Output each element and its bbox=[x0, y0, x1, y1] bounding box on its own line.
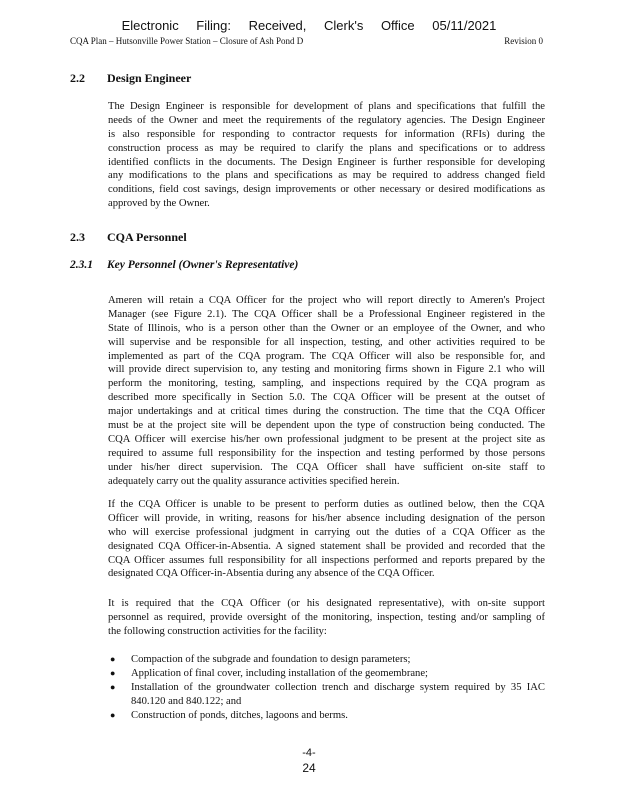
text-line: conditions, field cost savings, design improvements or other necessary or desired modifications as bbox=[108, 184, 545, 196]
text-line: major undertakings and at critical times during the construction. The time that the CQA Officer bbox=[108, 406, 545, 418]
text-line: any modifications to the plans and specifications as may be required to address changed field bbox=[108, 170, 545, 182]
bullet-icon: ● bbox=[110, 681, 116, 692]
text-line: construction process as may be required to clarify the plans and specifications or to address bbox=[108, 142, 545, 154]
section-number: 2.3 bbox=[70, 230, 85, 244]
text-line: CQA Officer will exercise his/her own professional judgment to be present at the project site as bbox=[108, 433, 545, 445]
header-revision: Revision 0 bbox=[504, 36, 543, 46]
list-item bbox=[108, 667, 545, 681]
text-line: described more specifically in Section 5.0. The CQA Officer will be present at the outset of bbox=[108, 392, 545, 404]
section-number: 2.2 bbox=[70, 71, 85, 85]
text-line: adequately carry out the quality assurance activities specified herein. bbox=[108, 475, 400, 487]
section-title: CQA Personnel bbox=[107, 230, 187, 244]
list-item-text: Compaction of the subgrade and foundation to design parameters; bbox=[131, 654, 411, 665]
officer-in-absentia-paragraph bbox=[108, 498, 545, 581]
text-line: who will exercise professional judgment in carrying out the duties of a CQA Officer as the bbox=[108, 526, 545, 538]
bullet-icon: ● bbox=[110, 709, 116, 720]
text-line: CQA Officer assumes full responsibility for all inspections performed and reports prepared by the bbox=[108, 554, 545, 566]
text-line: Officer will provide, in writing, reasons for his/her absence including designation of the person bbox=[108, 512, 545, 524]
text-line: If the CQA Officer is unable to be present to perform duties as outlined below, then the CQA bbox=[108, 499, 545, 510]
text-line: will supervise and be responsible for all inspection, testing, and other activities required to be bbox=[108, 336, 545, 348]
text-line: Manager (see Figure 2.1). The CQA Officer shall be a Professional Engineer registered in the bbox=[108, 308, 545, 320]
list-item-text: Application of final cover, including installation of the geomembrane; bbox=[131, 667, 428, 679]
text-line: identified conflicts in the documents. The Design Engineer is further responsible for developing bbox=[108, 156, 545, 168]
text-line: designated CQA Officer-in-Absentia. A signed statement shall be provided and recorded that the bbox=[108, 540, 545, 552]
text-line: under his/her direct supervision. The CQA Officer shall have sufficient on-site staff to bbox=[108, 461, 545, 473]
text-line: The Design Engineer is responsible for development of plans and specifications that fulfill the bbox=[108, 101, 545, 112]
text-line: personnel as required, provide oversight of the monitoring, inspection, testing and/or sampling of bbox=[108, 611, 545, 623]
bullet-icon: ● bbox=[110, 667, 116, 678]
text-line: must be at the project site will be dependent upon the type of construction being conducted. The bbox=[108, 420, 545, 432]
text-line: State of Illinois, who is a person other than the Owner or an employee of the Owner, and who bbox=[108, 322, 545, 334]
activities-list bbox=[108, 653, 545, 722]
text-line: is also responsible for responding to contractor requests for information (RFIs) during the bbox=[108, 128, 545, 140]
text-line: the following construction activities for the facility: bbox=[108, 625, 327, 637]
list-item-text: Installation of the groundwater collection trench and discharge system required by 35 IAC bbox=[131, 681, 545, 693]
text-line: Ameren will retain a CQA Officer for the project who will report directly to Ameren's Project bbox=[108, 295, 545, 306]
text-line: perform the monitoring, testing, sampling, and inspections required by the CQA program as bbox=[108, 378, 545, 390]
text-line: will provide direct supervision to, any testing and monitoring firms shown in Figure 2.1 who will bbox=[108, 364, 545, 376]
text-line: It is required that the CQA Officer (or his designated representative), with on-site support bbox=[108, 598, 545, 609]
list-item-text: 840.120 and 840.122; and bbox=[131, 695, 242, 707]
list-item-text: Construction of ponds, ditches, lagoons and berms. bbox=[131, 709, 348, 721]
list-item bbox=[108, 681, 545, 709]
cqa-officer-paragraph bbox=[108, 294, 545, 488]
section-title: Design Engineer bbox=[107, 71, 192, 85]
text-line: implemented as part of the CQA program. The CQA Officer will also be responsible for, and bbox=[108, 350, 545, 362]
text-line: needs of the Owner and meet the requirements of the regulatory agencies. The Design Engineer bbox=[108, 114, 545, 126]
text-line: designated CQA Officer-in-Absentia during any absence of the CQA Officer. bbox=[108, 568, 435, 580]
stamp-page-number: 24 bbox=[302, 761, 316, 775]
header-title: CQA Plan – Hutsonville Power Station – Closure of Ash Pond D bbox=[70, 36, 304, 46]
section-title: Key Personnel (Owner's Representative) bbox=[107, 259, 299, 271]
section-number: 2.3.1 bbox=[70, 259, 93, 271]
oversight-paragraph bbox=[108, 597, 545, 639]
list-item bbox=[108, 653, 545, 667]
page-number: -4- bbox=[302, 747, 316, 759]
text-line: required to assume full responsibility for the inspection and testing performed by those persons bbox=[108, 447, 545, 459]
bullet-icon: ● bbox=[110, 654, 116, 664]
filing-stamp: Electronic Filing: Received, Clerk's Office 05/11/2021 bbox=[121, 18, 497, 33]
design-engineer-paragraph bbox=[108, 100, 545, 211]
list-item bbox=[108, 709, 545, 723]
text-line: approved by the Owner. bbox=[108, 198, 210, 210]
